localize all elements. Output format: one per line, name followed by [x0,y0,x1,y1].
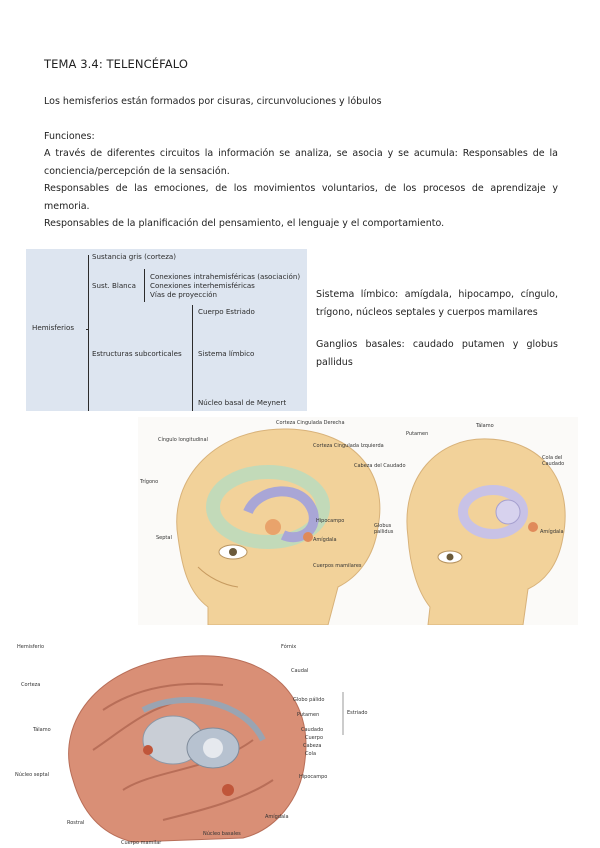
map-white-item: Conexiones intrahemisféricas (asociación) [150,272,301,281]
label-putamen: Putamen [406,431,429,437]
label-corteza-der: Corteza Cingulada Derecha [276,420,345,426]
label-mamilares: Cuerpos mamilares [313,563,362,569]
label-caudado: Caudado [301,727,324,733]
label-trigono: Trígono [140,479,159,485]
map-bracket [88,255,89,411]
map-root: Hemisferios [32,323,75,332]
map-white-item: Conexiones interhemisféricas [150,281,255,290]
label-basales: Núcleo basales [203,831,241,837]
limbic-note: Sistema límbico: amígdala, hipocampo, cíngulo, trígono, núcleos septales y cuerpos mamilares [316,289,558,318]
limbic-heads-figure [138,417,578,625]
label-cuerpo: Cuerpo [305,735,324,741]
label-cingulo: Cíngulo longitudinal [158,437,208,443]
label-septal: Septal [156,535,172,541]
label-putamen: Putamen [297,712,320,718]
label-estriado: Estriado [347,710,368,716]
intro-text: Los hemisferios están formados por cisuras, circunvoluciones y lóbulos [44,96,382,107]
label-corteza-izq: Corteza Cingulada Izquierda [313,443,384,449]
page-title: TEMA 3.4: TELENCÉFALO [44,57,188,71]
map-white: Sust. Blanca [92,281,136,290]
label-hipocampo: Hipocampo [316,518,345,524]
label-talamo: Tálamo [33,727,51,733]
label-amigdala: Amígdala [313,537,337,543]
functions-heading: Funciones: [44,131,95,142]
label-cola-caudado: Cola del Caudado [542,455,565,467]
map-sub-item: Cuerpo Estriado [198,307,255,316]
label-cabeza-caudado: Cabeza del Caudado [354,463,406,469]
label-talamo: Tálamo [476,423,494,429]
function-item: Responsables de las emociones, de los movimientos voluntarios, de los procesos de aprendizaje y memoria. [44,183,558,212]
map-white-item: Vías de proyección [150,290,218,299]
map-gray: Sustancia gris (corteza) [92,252,177,261]
label-cabeza: Cabeza [303,743,322,749]
label-caudal: Caudal [291,668,309,674]
label-rostral: Rostral [67,820,85,826]
basal-note: Ganglios basales: caudado putamen y globus pallidus [316,339,558,368]
map-sub: Estructuras subcorticales [92,349,182,358]
label-septal: Núcleo septal [15,772,50,778]
label-fornix: Fórnix [281,644,297,650]
side-notes [316,286,558,386]
label-hemisferio: Hemisferio [17,644,45,650]
label-amigdala-2: Amígdala [540,529,564,535]
concept-map [26,249,307,411]
map-sub-item: Núcleo basal de Meynert [198,398,287,407]
brain-figure [13,630,373,848]
label-globo: Globo pálido [293,697,325,703]
label-mamilar: Cuerpo mamilar [121,840,162,846]
label-globus: Globus pallidus [374,523,394,535]
functions-block [44,128,558,232]
label-amigdala: Amígdala [265,814,289,820]
function-item: A través de diferentes circuitos la información se analiza, se asocia y se acumula: Responsables de la conciencia/percepción de la sensación. [44,148,558,177]
label-corteza: Corteza [21,682,41,688]
label-cola: Cola [305,751,317,757]
map-sub-item: Sistema límbico [198,349,255,358]
label-hipocampo: Hipocampo [299,774,328,780]
function-item: Responsables de la planificación del pensamiento, el lenguaje y el comportamiento. [44,218,445,230]
